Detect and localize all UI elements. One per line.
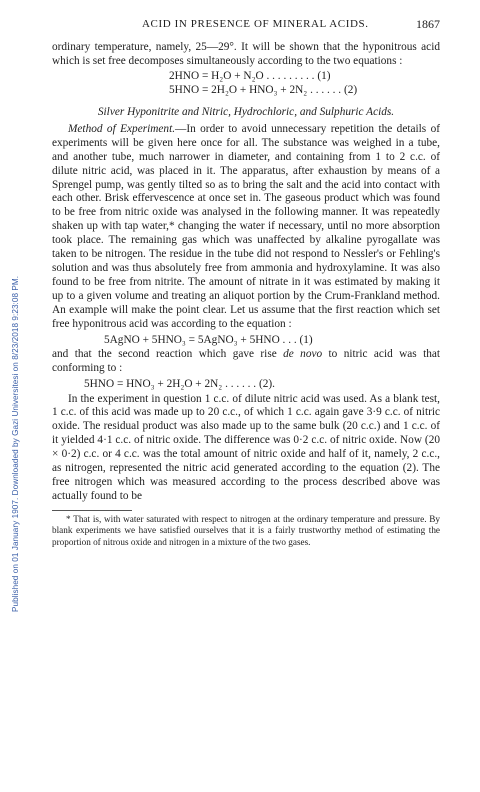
equation-4: 5HNO = HNO₃ + 2H₂O + 2N₂ . . . . . . (2). xyxy=(84,377,275,390)
footnote-rule xyxy=(52,510,132,511)
transition-paragraph xyxy=(52,348,440,376)
experiment-paragraph: In the experiment in question 1 c.c. of dilute nitric acid was used. As a blank test, 1 c.c. of this acid was made up to 20 c.c., of which 1 c.c. again gave 3·9 c.c. of nitric oxide. The residual product was also made up to the same bulk (20 c.c.) and 1 c.c. of it yielded 4·1 c.c. of nitric oxide. The difference was 0·2 c.c. of nitric oxide. Now (20 × 0·2) c.c. or 4 c.c. was the total amount of nitric oxide and half of it, namely, 2 c.c., as nitrogen, represented the nitric acid generated according to the equation (2). The free nitrogen which was measured according to the process described above was actually found to be xyxy=(52,392,440,502)
equation-2: 5HNO = 2H₂O + HNO₃ + 2N₂ . . . . . . (2) xyxy=(169,84,358,97)
page-header xyxy=(52,17,440,35)
method-paragraph xyxy=(52,123,440,332)
footnote: * That is, with water saturated with respect to nitrogen at the ordinary temperature and pressure. By blank experiments we have satisfied ourselves that it is a fairly trustworthy method of estimating the proportion of nitrous oxide and nitrogen in a mixture of the two gases. xyxy=(52,513,440,547)
page-body xyxy=(52,41,440,548)
download-watermark xyxy=(5,92,20,612)
equation-3: 5AgNO + 5HNO₃ = 5AgNO₃ + 5HNO . . . (1) xyxy=(104,333,313,346)
method-text: —In order to avoid unnecessary repetition the details of experiments will be given here once for all. The substance was weighed in a tube, and another tube, much narrower in diameter, and containing from 1 to 2 c.c. of dilute nitric acid, was placed in it. The apparatus, after exhaustion by means of a Sprengel pump, was gently tilted so as to bring the salt and the acid into contact with each other. Brisk effervescence at once set in. The gaseous product which was found to be free from nitric oxide was analysed in the following manner. It was repeatedly shaken up with tap water,* changing the water if necessary, until no more absorption took place. The remaining gas which was unaffected by alkaline pyrogallate was taken to be nitrogen. The residue in the tube did not respond to Nessler's or Fehling's solution and was thus absolutely free from ammonia and hydroxylamine. It was also found to be free from nitrite. The amount of nitrate in it was estimated by making it up to a given volume and treating an aliquot portion by the Crum-Frankland method. An example will make the point clear. Let us assume that the first reaction which set free hyponitrous acid was according to the equation : xyxy=(52,122,440,330)
intro-paragraph: ordinary temperature, namely, 25—29°. It will be shown that the hyponitrous acid which is set free decomposes simultaneously according to the two equations : xyxy=(52,41,440,67)
page-number: 1867 xyxy=(416,17,440,31)
transition-text-1: and that the second reaction which gave rise xyxy=(52,348,284,361)
section-heading: Silver Hyponitrite and Nitric, Hydrochloric, and Sulphuric Acids. xyxy=(97,106,395,118)
running-title: ACID IN PRESENCE OF MINERAL ACIDS. xyxy=(142,18,369,30)
method-label: Method of Experiment. xyxy=(68,122,176,135)
transition-text-2: to nitric acid was that conforming to : xyxy=(52,348,441,374)
transition-italic: de novo xyxy=(283,348,323,361)
equation-1: 2HNO = H₂O + N₂O . . . . . . . . . (1) xyxy=(169,69,331,82)
download-note: Published on 01 January 1907. Downloaded by Gazi Universitesi on 8/23/2018 9:23:08 PM. xyxy=(11,275,20,612)
